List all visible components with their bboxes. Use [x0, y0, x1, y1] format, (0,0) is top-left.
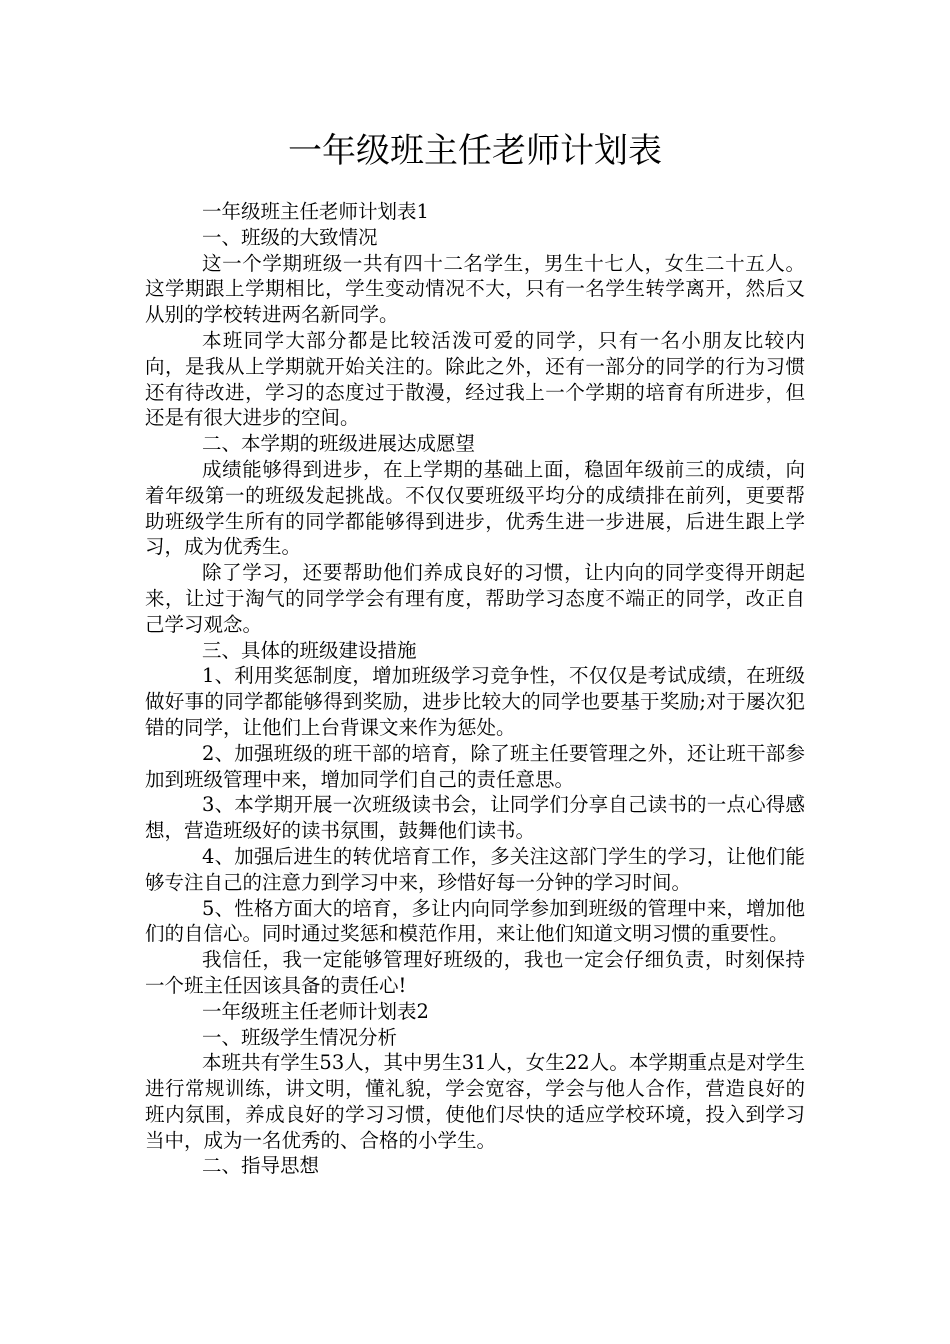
- document-title: 一年级班主任老师计划表: [288, 131, 662, 171]
- body-paragraph: 本班共有学生53人，其中男生31人，女生22人。本学期重点是对学生进行常规训练，讲文明，懂礼貌，学会宽容，学会与他人合作，营造良好的班内氛围，养成良好的学习习惯，使他们尽快的适应学校环境，投入到学习当中，成为一名优秀的、合格的小学生。: [145, 1051, 805, 1152]
- subsection-heading: 二、本学期的班级进展达成愿望: [202, 432, 476, 456]
- list-item: 2、加强班级的班干部的培育，除了班主任要管理之外，还让班干部参加到班级管理中来，增加同学们自己的责任意思。: [145, 741, 805, 791]
- subsection-heading: 二、指导思想: [202, 1154, 320, 1178]
- list-item: 5、性格方面大的培育，多让内向同学参加到班级的管理中来，增加他们的自信心。同时通过奖惩和模范作用，来让他们知道文明习惯的重要性。: [145, 896, 805, 946]
- section-heading: 一年级班主任老师计划表2: [202, 999, 429, 1023]
- document-body: [145, 199, 805, 1179]
- body-paragraph: 本班同学大部分都是比较活泼可爱的同学，只有一名小朋友比较内向，是我从上学期就开始关注的。除此之外，还有一部分的同学的行为习惯还有待改进，学习的态度过于散漫，经过我上一个学期的培育有所进步，但还是有很大进步的空间。: [145, 328, 805, 430]
- list-item: 1、利用奖惩制度，增加班级学习竞争性，不仅仅是考试成绩，在班级做好事的同学都能够得到奖励，进步比较大的同学也要基于奖励;对于屡次犯错的同学，让他们上台背课文来作为惩处。: [145, 664, 805, 739]
- subsection-heading: 三、具体的班级建设措施: [202, 638, 417, 662]
- section-heading: 一年级班主任老师计划表1: [202, 200, 429, 223]
- body-paragraph: 我信任，我一定能够管理好班级的，我也一定会仔细负责，时刻保持一个班主任因该具备的责任心!: [145, 948, 805, 997]
- body-paragraph: 除了学习，还要帮助他们养成良好的习惯，让内向的同学变得开朗起来，让过于淘气的同学学会有理有度，帮助学习态度不端正的同学，改正自己学习观念。: [145, 561, 805, 636]
- body-paragraph: 这一个学期班级一共有四十二名学生，男生十七人，女生二十五人。这学期跟上学期相比，学生变动情况不大，只有一名学生转学离开，然后又从别的学校转进两名新同学。: [145, 251, 805, 327]
- subsection-heading: 一、班级学生情况分析: [202, 1025, 398, 1049]
- body-paragraph: 成绩能够得到进步，在上学期的基础上面，稳固年级前三的成绩，向着年级第一的班级发起挑战。不仅仅要班级平均分的成绩排在前列，更要帮助班级学生所有的同学都能够得到进步，优秀生进一步进展，后进生跟上学习，成为优秀生。: [145, 457, 805, 559]
- subsection-heading: 一、班级的大致情况: [202, 225, 378, 249]
- list-item: 3、本学期开展一次班级读书会，让同学们分享自己读书的一点心得感想，营造班级好的读书氛围，鼓舞他们读书。: [145, 793, 805, 843]
- list-item: 4、加强后进生的转优培育工作，多关注这部门学生的学习，让他们能够专注自己的注意力到学习中来，珍惜好每一分钟的学习时间。: [145, 844, 805, 894]
